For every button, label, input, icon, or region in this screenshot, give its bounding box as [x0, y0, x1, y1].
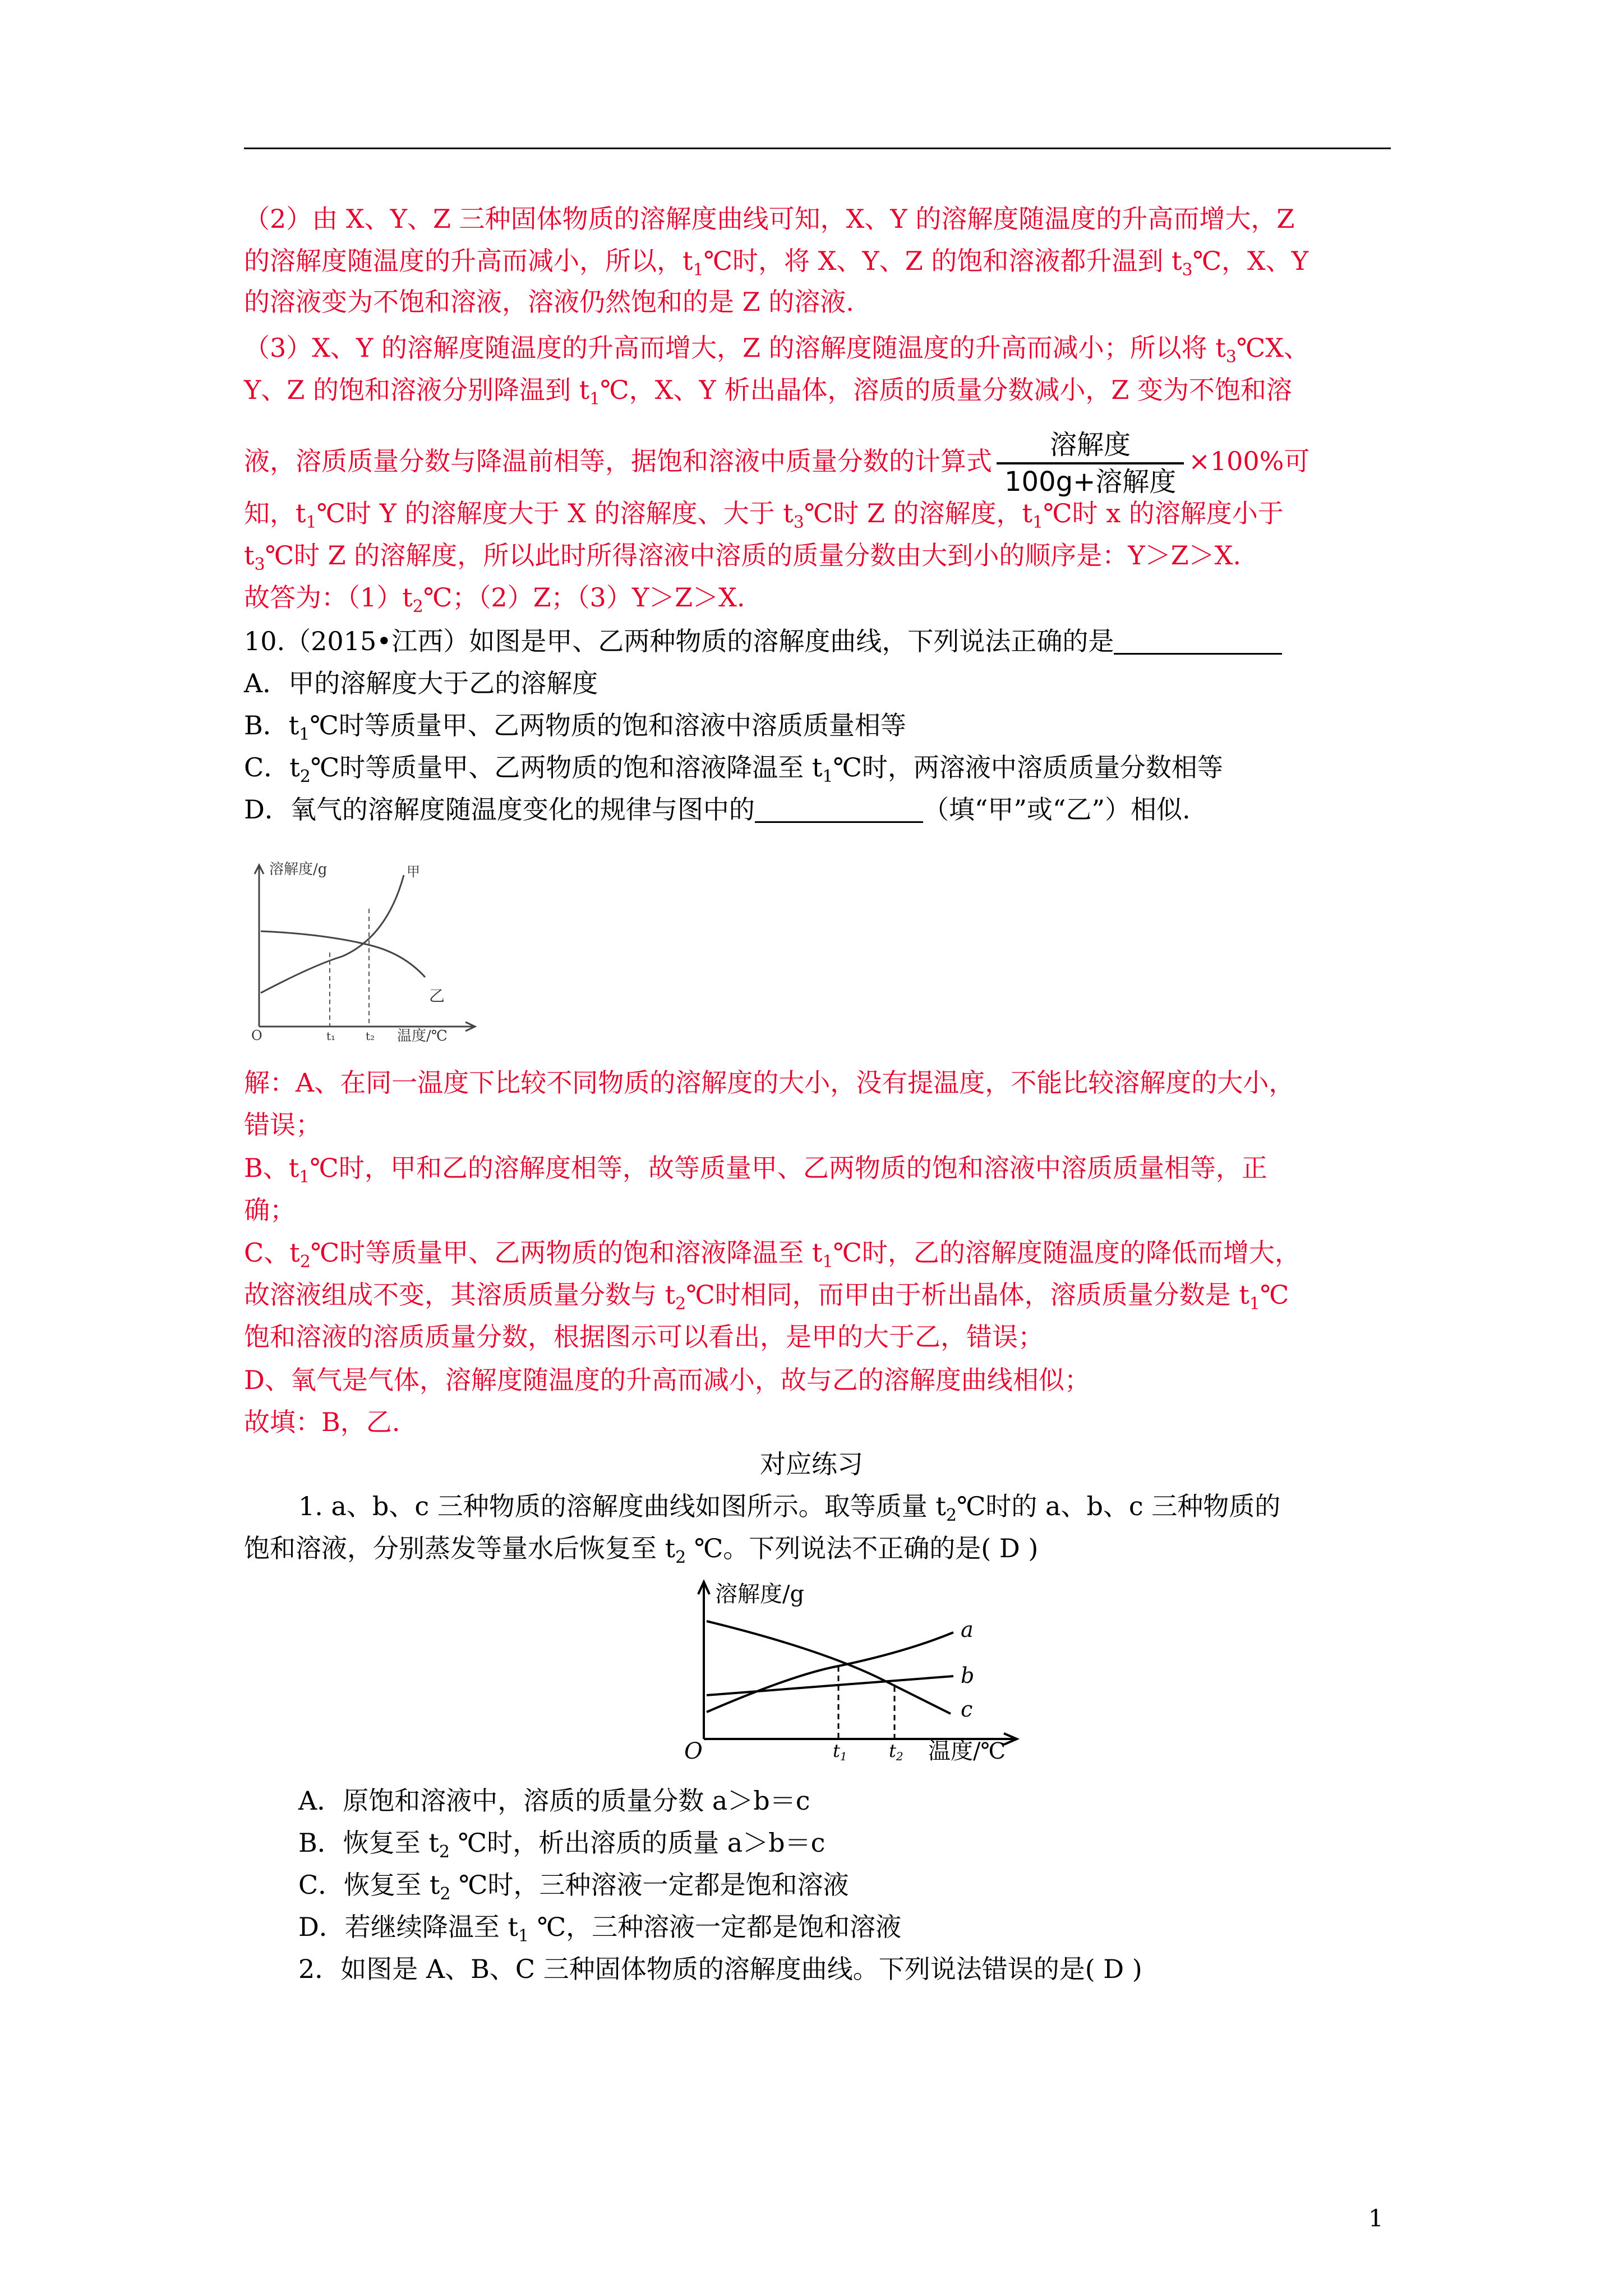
- practice-q2-stem: 2．如图是 A、B、C 三种固体物质的溶解度曲线。下列说法错误的是( D ): [298, 1954, 1142, 1984]
- curve-yi: [261, 931, 425, 977]
- x-axis-label: 温度/℃: [397, 1028, 448, 1043]
- q9-answer: 故答为：$(1)t_2℃$；（2）Z；（3）Y＞Z＞X.: [244, 582, 745, 616]
- q10-option-d: D．氧气的溶解度随温度变化的规律与图中的 （填“甲”或“乙”）相似.: [244, 794, 1191, 825]
- t1-label: t1: [833, 1740, 847, 1761]
- practice-q1-option-c: C．恢复至 $t_2$ ℃时，三种溶液一定都是饱和溶液: [298, 1870, 849, 1904]
- q10-sol-d: D、氧气是气体，溶解度随温度的升高而减小，故与乙的溶解度曲线相似；: [244, 1365, 1090, 1395]
- q10-solubility-graph: [247, 853, 494, 1043]
- answer-blank[interactable]: [1114, 628, 1282, 655]
- y-axis-label: 溶解度/g: [269, 861, 328, 878]
- q9-sol-3-line3: 液，溶质质量分数与降温前相等，据饱和溶液中质量分数的计算式 $\frac{\text{溶解度}}{\text{100g+溶解度}}$ ×100%可: [244, 427, 1310, 499]
- q9-sol-3-line2: Y、Z 的饱和溶液分别降温到 $t_1℃$，X、Y 析出晶体，溶质的质量分数减小，Z 变为不饱和溶: [244, 375, 1292, 409]
- practice-q1-option-b: B．恢复至 $t_2$ ℃时，析出溶质的质量 a＞b＝c: [298, 1828, 826, 1862]
- practice-solubility-graph: [681, 1576, 1029, 1761]
- q9-sol-2-line1: （2）由 X、Y、Z 三种固体物质的溶解度曲线可知，X、Y 的溶解度随温度的升高而增大，Z: [244, 204, 1295, 234]
- t2-label: t2: [889, 1740, 903, 1761]
- q9-sol-3-line5: $t_3℃$时 Z 的溶解度，所以此时所得溶液中溶质的质量分数由大到小的顺序是：Y＞Z＞X.: [244, 540, 1241, 574]
- curve-jia: [261, 875, 404, 993]
- curve-b: [707, 1676, 953, 1695]
- practice-q1-option-a: A．原饱和溶液中，溶质的质量分数 a＞b＝c: [298, 1786, 810, 1816]
- page-number: 1: [1368, 2205, 1384, 2232]
- q10-option-b: B．$t_1℃$时等质量甲、乙两物质的饱和溶液中溶质质量相等: [244, 710, 906, 744]
- y-axis-label: 溶解度/g: [715, 1581, 805, 1607]
- q10-sol-b-line1: B、$t_1℃$时，甲和乙的溶解度相等，故等质量甲、乙两物质的饱和溶液中溶质质量相等，正: [244, 1153, 1267, 1187]
- section-heading: 对应练习: [760, 1449, 863, 1479]
- q10-sol-b-line2: 确；: [244, 1195, 296, 1225]
- mass-fraction-formula: $\frac{\text{溶解度}}{\text{100g+溶解度}}$: [997, 427, 1184, 499]
- q10-sol-c-line3: 饱和溶液的溶质质量分数，根据图示可以看出，是甲的大于乙，错误；: [244, 1322, 1044, 1352]
- origin-label: O: [251, 1028, 262, 1043]
- practice-q1-line2: 饱和溶液，分别蒸发等量水后恢复至 $t_2$ ℃。下列说法不正确的是( D ): [244, 1533, 1039, 1567]
- series-label-jia: 甲: [407, 864, 420, 880]
- practice-q1-line1: 1. a、b、c 三种物质的溶解度曲线如图所示。取等质量 $t_2℃$时的 a、b、c 三种物质的: [298, 1491, 1281, 1525]
- q10-sol-c-line1: C、$t_2℃$时等质量甲、乙两物质的饱和溶液降温至 $t_1℃$时，乙的溶解度随温度的降低而增大，: [244, 1237, 1301, 1272]
- t2-label: t₂: [366, 1029, 375, 1043]
- fill-blank[interactable]: [755, 797, 923, 823]
- q10-option-c: C．$t_2℃$时等质量甲、乙两物质的饱和溶液降温至 $t_1℃$时，两溶液中溶质质量分数相等: [244, 752, 1223, 786]
- q10-fill-answer: 故填：B，乙.: [244, 1407, 400, 1437]
- curve-a: [707, 1632, 953, 1712]
- origin-label: O: [684, 1738, 703, 1761]
- series-label-a: a: [961, 1617, 974, 1642]
- t1-label: t₁: [326, 1029, 336, 1043]
- q9-sol-2-line2: 的溶解度随温度的升高而减小，所以，$t_1℃$时，将 X、Y、Z 的饱和溶液都升温到 $t_3℃$，X、Y: [244, 246, 1309, 280]
- series-label-c: c: [961, 1697, 973, 1722]
- q10-sol-a-line1: 解：A、在同一温度下比较不同物质的溶解度的大小，没有提温度，不能比较溶解度的大小，: [244, 1068, 1295, 1098]
- practice-q1-option-d: D．若继续降温至 $t_1$ ℃，三种溶液一定都是饱和溶液: [298, 1912, 902, 1946]
- q9-sol-3-line1: （3）X、Y 的溶解度随温度的升高而增大，Z 的溶解度随温度的升高而减小；所以将 $t_3℃X$、: [244, 333, 1310, 367]
- q10-sol-c-line2: 故溶液组成不变，其溶质质量分数与 $t_2℃$时相同，而甲由于析出晶体，溶质质量分数是 $t_1℃$: [244, 1280, 1289, 1314]
- series-label-b: b: [961, 1663, 975, 1688]
- x-axis-label: 温度/℃: [928, 1738, 1006, 1761]
- series-label-yi: 乙: [429, 987, 445, 1005]
- q9-sol-3-line4: 知，$t_1℃$时 Y 的溶解度大于 X 的溶解度、大于 $t_3℃$时 Z 的溶解度，$t_1℃$时 x 的溶解度小于: [244, 498, 1284, 532]
- q9-sol-2-line3: 的溶液变为不饱和溶液，溶液仍然饱和的是 Z 的溶液.: [244, 287, 854, 317]
- header-rule: [244, 148, 1391, 149]
- q10-option-a: A．甲的溶解度大于乙的溶解度: [244, 668, 598, 698]
- q10-stem: 10.（2015•江西）如图是甲、乙两种物质的溶解度曲线，下列说法正确的是: [244, 624, 1282, 658]
- q10-sol-a-line2: 错误；: [244, 1110, 321, 1140]
